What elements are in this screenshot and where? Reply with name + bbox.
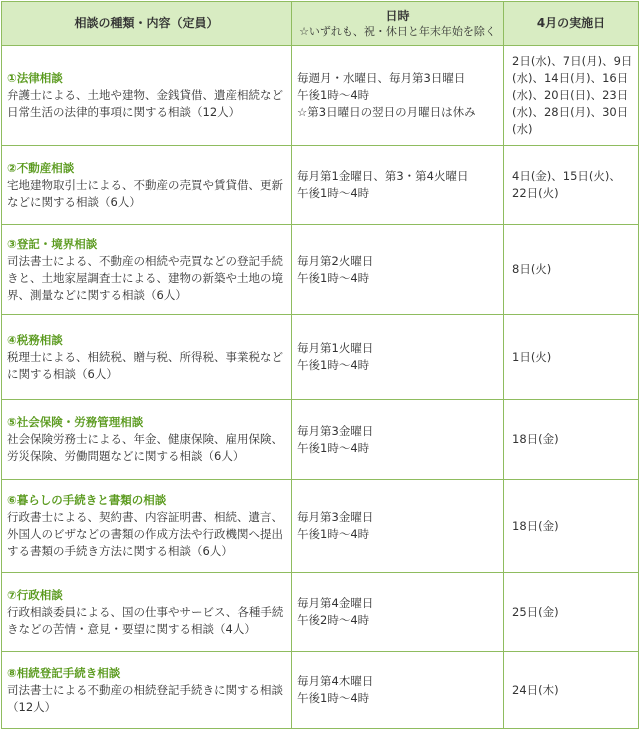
category-description: 弁護士による、土地や建物、金銭貸借、遺産相続など日常生活の法律的事項に関する相談（12人） [7, 88, 283, 119]
table-row [2, 146, 639, 225]
category-title: ③登記・境界相談 [7, 236, 98, 251]
category-cell [2, 225, 292, 315]
april-dates-cell: 1日(火) [504, 315, 639, 400]
header-category: 相談の種類・内容（定員） [2, 2, 292, 46]
schedule-line: 午後1時～4時 [297, 527, 370, 541]
category-cell [2, 573, 292, 652]
category-cell [2, 400, 292, 480]
category-description: 司法書士による、不動産の相続や売買などの登記手続きと、土地家屋調査士による、建物の新築や土地の境界、測量などに関する相談（6人） [7, 253, 283, 302]
category-cell [2, 146, 292, 225]
table-row [2, 400, 639, 480]
schedule-line: 午後1時～4時 [297, 88, 370, 102]
header-schedule-note: ☆いずれも、祝・休日と年末年始を除く [299, 24, 496, 38]
schedule-cell [292, 652, 504, 729]
april-dates-cell: 2日(水)、7日(月)、9日(水)、14日(月)、16日(水)、20日(日)、23日(水)、28日(月)、30日(水) [504, 46, 639, 146]
april-dates-cell: 18日(金) [504, 480, 639, 573]
schedule-line: 毎月第1火曜日 [297, 341, 374, 355]
schedule-cell [292, 46, 504, 146]
april-dates-cell: 24日(木) [504, 652, 639, 729]
april-dates-cell: 25日(金) [504, 573, 639, 652]
schedule-line: 毎月第4木曜日 [297, 674, 374, 688]
schedule-line: 午後1時～4時 [297, 440, 370, 455]
category-title: ⑤社会保険・労務管理相談 [7, 415, 144, 429]
header-schedule-title: 日時 [385, 8, 410, 23]
table-row [2, 46, 639, 146]
schedule-line: 毎月第3金曜日 [297, 510, 374, 524]
april-dates-cell: 4日(金)、15日(火)、22日(火) [504, 146, 639, 225]
schedule-line: 午後1時～4時 [297, 186, 370, 200]
schedule-cell [292, 146, 504, 225]
category-description: 宅地建物取引士による、不動産の売買や賃貸借、更新などに関する相談（6人） [7, 177, 283, 209]
table-row [2, 652, 639, 729]
schedule-line: 毎月第2火曜日 [297, 253, 374, 268]
schedule-cell [292, 573, 504, 652]
schedule-cell [292, 400, 504, 480]
schedule-cell [292, 480, 504, 573]
category-title: ②不動産相談 [7, 160, 75, 175]
category-title: ④税務相談 [7, 332, 63, 347]
category-title: ⑥暮らしの手続きと書類の相談 [7, 493, 167, 507]
category-description: 税理士による、相続税、贈与税、所得税、事業税などに関する相談（6人） [7, 349, 283, 381]
category-cell [2, 652, 292, 729]
schedule-line: 午後1時～4時 [297, 691, 370, 705]
table-row [2, 573, 639, 652]
table-row [2, 315, 639, 400]
schedule-line: 毎月第3金曜日 [297, 423, 374, 438]
header-schedule [292, 2, 504, 46]
schedule-line: ☆第3日曜日の翌日の月曜日は休み [297, 105, 476, 119]
category-title: ①法律相談 [7, 71, 63, 85]
category-title: ⑦行政相談 [7, 587, 63, 602]
schedule-cell [292, 315, 504, 400]
category-cell [2, 315, 292, 400]
schedule-line: 午後1時～4時 [297, 270, 370, 285]
schedule-line: 午後2時～4時 [297, 613, 370, 627]
schedule-line: 毎週月・水曜日、毎月第3日曜日 [297, 71, 466, 85]
category-description: 司法書士による不動産の相続登記手続きに関する相談（12人） [7, 682, 283, 714]
schedule-line: 午後1時～4時 [297, 358, 370, 372]
schedule-line: 毎月第1金曜日、第3・第4火曜日 [297, 169, 469, 183]
april-dates-cell: 8日(火) [504, 225, 639, 315]
april-dates-cell: 18日(金) [504, 400, 639, 480]
category-cell [2, 46, 292, 146]
schedule-cell [292, 225, 504, 315]
category-description: 社会保険労務士による、年金、健康保険、雇用保険、労災保険、労働問題などに関する相談（6人） [7, 432, 283, 463]
header-april-dates: 4月の実施日 [504, 2, 639, 46]
category-title: ⑧相続登記手続き相談 [7, 665, 121, 680]
category-cell [2, 480, 292, 573]
schedule-line: 毎月第4金曜日 [297, 596, 374, 610]
header-row [2, 2, 639, 46]
category-description: 行政相談委員による、国の仕事やサービス、各種手続きなどの苦情・意見・要望に関する相談（4人） [7, 604, 284, 636]
category-description: 行政書士による、契約書、内容証明書、相続、遺言、外国人のビザなどの書類の作成方法や行政機関へ提出する書類の手続き方法に関する相談（6人） [7, 510, 283, 558]
table-row [2, 480, 639, 573]
table-row [2, 225, 639, 315]
consultation-table [1, 1, 639, 729]
